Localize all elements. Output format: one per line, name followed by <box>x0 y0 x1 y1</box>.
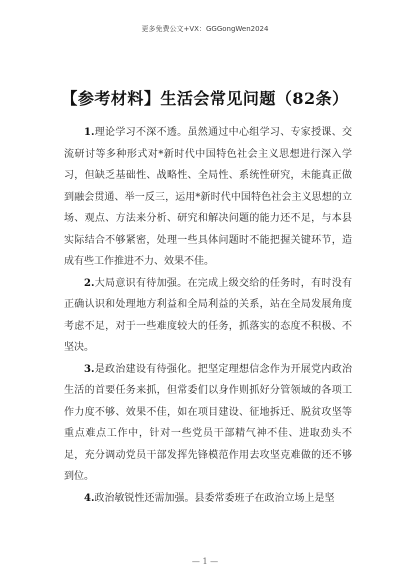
paragraph-text: 政治敏锐性还需加强。县委常委班子在政治立场上是坚 <box>94 492 335 504</box>
paragraph <box>64 359 352 488</box>
document-title: 【参考材料】生活会常见问题（82条） <box>61 89 349 108</box>
paragraph <box>64 273 352 359</box>
header-note: 更多免费公文+VX：GGGongWen2024 <box>141 25 269 33</box>
paragraph-text: 理论学习不深不透。虽然通过中心组学习、专家授课、交流研讨等多种形式对*新时代中国特色社会主义思想进行深入学习，但缺乏基础性、战略性、全局性、系统性研究，未能真正做到融会贯通、举一反三，运用*新时代中国特色社会主义思想的立场、观点、方法来分析、研究和解决问题的能力还不足，与本县实际结合不够紧密，处理一些具体问题时不能把握关键环节，造成有些工作推进不力、效果不佳。 <box>64 127 352 267</box>
paragraph-number: 4. <box>84 492 95 504</box>
paragraph-text: 大局意识有待加强。在完成上级交给的任务时，有时没有正确认识和处理地方利益和全局利益的关系，站在全局发展角度考虑不足，对于一些难度较大的任务，抓落实的态度不积极、不坚决。 <box>64 277 352 353</box>
paragraph <box>64 488 352 510</box>
paragraph-number: 3. <box>84 363 95 375</box>
paragraph-number: 2. <box>84 277 95 289</box>
paragraph-number: 1. <box>84 127 95 138</box>
paragraph-text: 是政治建设有待强化。把坚定理想信念作为开展党内政治生活的首要任务来抓，但常委们以身作则抓好分管领域的各项工作力度不够、效果不佳，如在项目建设、征地拆迁、脱贫攻坚等重点难点工作中，针对一些党员干部精气神不佳、进取劲头不足，充分调动党员干部发挥先锋模范作用去攻坚克难做的还不够到位。 <box>64 363 352 482</box>
page-number: — 1 — <box>191 557 219 566</box>
document-body <box>64 122 352 509</box>
paragraph <box>64 122 352 273</box>
